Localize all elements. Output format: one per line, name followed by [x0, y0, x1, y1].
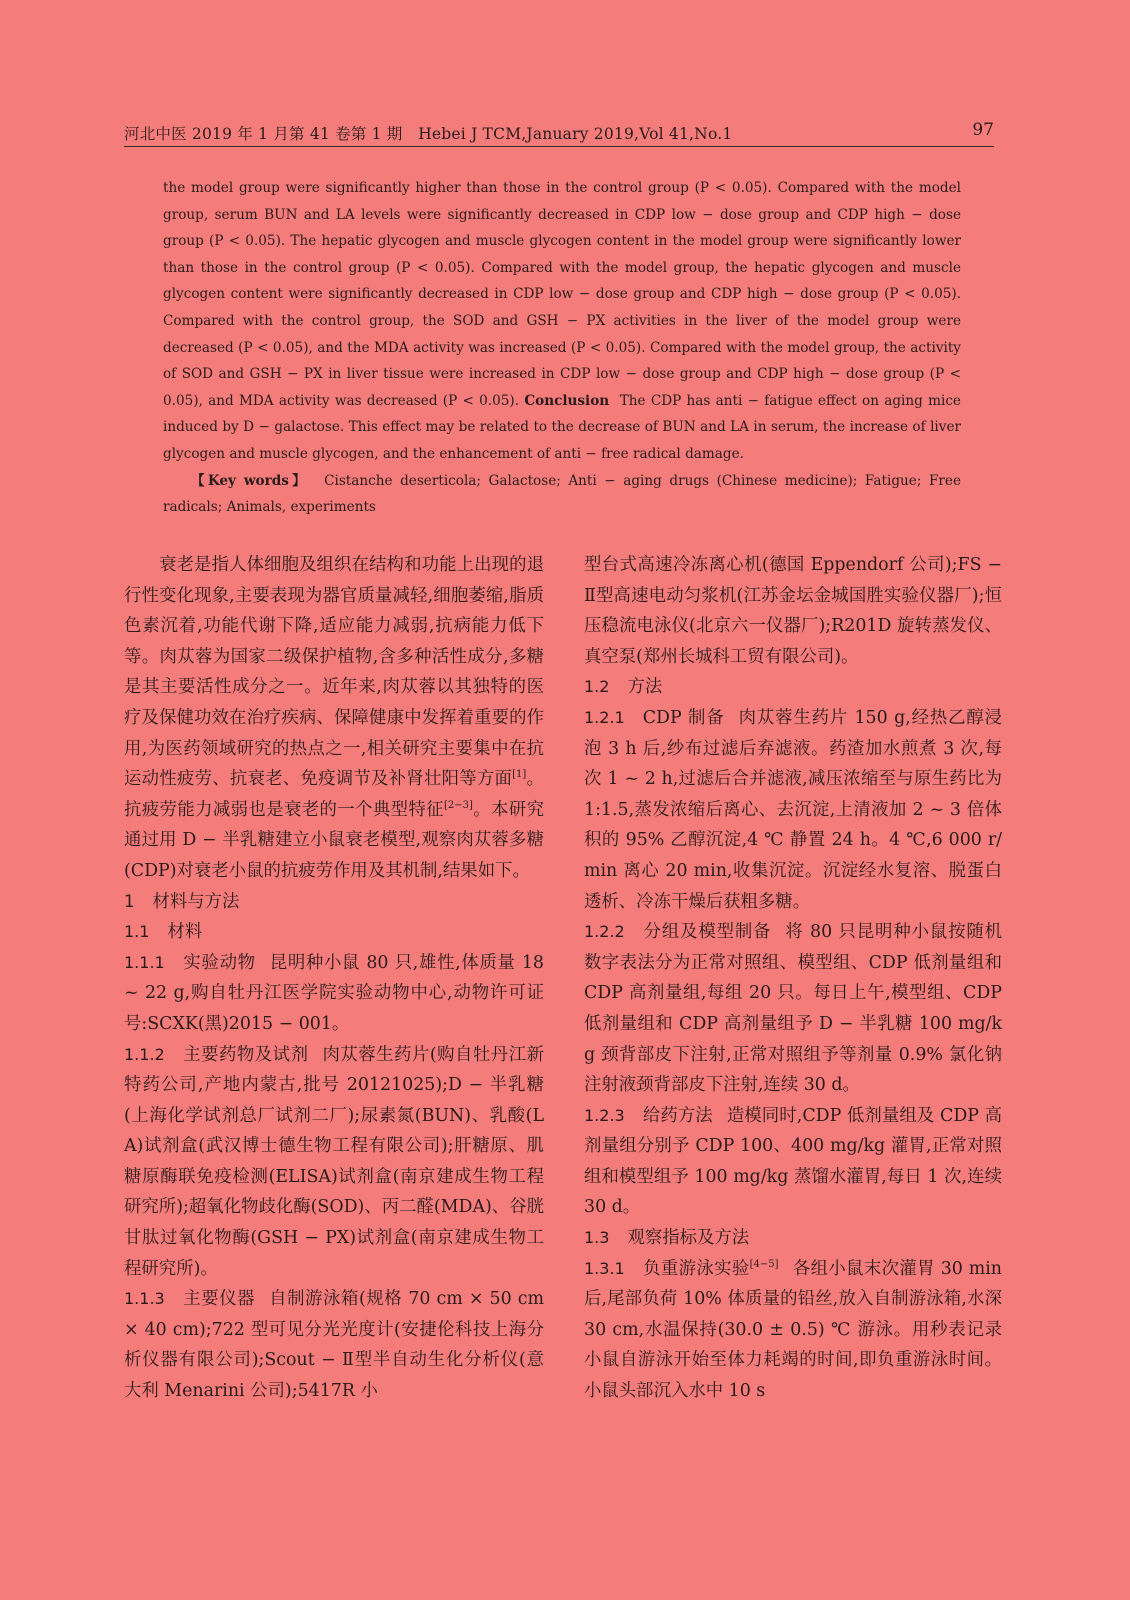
citation-ref: [4−5]: [749, 1258, 779, 1270]
section-number: 1.1.2: [124, 1044, 165, 1064]
keywords: [163, 468, 961, 521]
conclusion-text: The CDP has anti − fatigue effect on aging mice induced by D − galactose. This effect may be related to the decrease of BUN and LA in serum, the increase of liver glycogen and muscle glycogen, and the enhancement of anti − free radical damage.: [163, 392, 961, 462]
section-1-1-1: [124, 948, 544, 1040]
section-text: 昆明种小鼠 80 只,雄性,体质量 18 ~ 22 g,购自牡丹江医学院实验动物中心,动物许可证号:SCXK(黑)2015 − 001。: [124, 952, 544, 1034]
abstract-results: [163, 175, 961, 468]
running-header: [124, 122, 994, 147]
citation-ref: [2−3]: [443, 799, 473, 811]
section-title: 主要药物及试剂: [182, 1044, 309, 1065]
section-text: 肉苁蓉生药片 150 g,经热乙醇浸泡 3 h 后,纱布过滤后弃滤液。药渣加水煎煮 3 次,每次 1 ~ 2 h,过滤后合并滤液,减压浓缩至与原生药比为 1:1.5,蒸发浓缩后离心、去沉淀,上清液加 2 ~ 3 倍体积的 95% 乙醇沉淀,4 ℃ 静置 24 h。4 ℃,6 000 r/min 离心 20 min,收集沉淀。沉淀经水复溶、脱蛋白透析、冷冻干燥后获粗多糖。: [584, 707, 1002, 912]
citation-ref: [1]: [512, 769, 527, 781]
section-title-text: 负重游泳实验: [642, 1258, 750, 1279]
section-title: 分组及模型制备: [642, 922, 772, 943]
section-title: 实验动物: [182, 952, 256, 973]
section-number: 1.2: [584, 677, 610, 697]
intro-text-a: 衰老是指人体细胞及组织在结构和功能上出现的退行性变化现象,主要表现为器官质量减轻,细胞萎缩,脂质色素沉着,功能代谢下降,适应能力减弱,抗病能力低下等。肉苁蓉为国家二级保护植物,含多种活性成分,多糖是其主要活性成分之一。近年来,肉苁蓉以其独特的医疗及保健功效在治疗疾病、保障健康中发挥着重要的作用,为医药领域研究的热点之一,相关研究主要集中在抗运动性疲劳、抗衰老、免疫调节及补肾壮阳等方面: [124, 555, 544, 790]
right-column: [584, 550, 1002, 1407]
section-1-3-1: [584, 1254, 1002, 1407]
section-heading-1: [124, 887, 544, 918]
left-column: [124, 550, 544, 1407]
journal-citation: 河北中医 2019 年 1 月第 41 卷第 1 期 Hebei J TCM,January 2019,Vol 41,No.1: [124, 125, 733, 143]
intro-text-c: 。本研究通过用 D − 半乳糖建立小鼠衰老模型,观察肉苁蓉多糖(CDP)对衰老小鼠的抗疲劳作用及其机制,结果如下。: [124, 799, 544, 881]
section-text: 自制游泳箱(规格 70 cm × 50 cm × 40 cm);722 型可见分光光度计(安捷伦科技上海分析仪器有限公司);Scout − Ⅱ型半自动生化分析仪(意大利 Menarini 公司);5417R 小: [124, 1289, 544, 1402]
section-number: 1.3: [584, 1228, 610, 1248]
intro-paragraph: [124, 550, 544, 887]
section-title: CDP 制备: [642, 707, 725, 728]
intro-text-b: 。抗疲劳能力减弱也是衰老的一个典型特征: [124, 769, 544, 820]
section-number: 1.2.2: [584, 922, 625, 942]
section-number: 1.3.1: [584, 1258, 625, 1278]
keywords-text: Cistanche deserticola; Galactose; Anti − aging drugs (Chinese medicine); Fatigue; Free radicals; Animals, experiments: [163, 472, 961, 516]
section-text: 将 80 只昆明种小鼠按随机数字表法分为正常对照组、模型组、CDP 低剂量组和 CDP 高剂量组,每组 20 只。每日上午,模型组、CDP 低剂量组和 CDP 高剂量组予 D − 半乳糖 100 mg/kg 颈背部皮下注射,正常对照组予等剂量 0.9% 氯化钠注射液颈背部皮下注射,连续 30 d。: [584, 922, 1002, 1096]
section-1-2-1: [584, 703, 1002, 917]
section-number: 1.1.1: [124, 952, 165, 972]
section-text: 造模同时,CDP 低剂量组及 CDP 高剂量组分别予 CDP 100、400 mg/kg 灌胃,正常对照组和模型组予 100 mg/kg 蒸馏水灌胃,每日 1 次,连续 30 d。: [584, 1105, 1002, 1218]
section-1-1-2: [124, 1040, 544, 1285]
section-text: 肉苁蓉生药片(购自牡丹江新特药公司,产地内蒙古,批号 20121025);D − 半乳糖(上海化学试剂总厂试剂二厂);尿素氮(BUN)、乳酸(LA)试剂盒(武汉博士德生物工程有限公司);肝糖原、肌糖原酶联免疫检测(ELISA)试剂盒(南京建成生物工程研究所);超氧化物歧化酶(SOD)、丙二醛(MDA)、谷胱甘肽过氧化物酶(GSH − PX)试剂盒(南京建成生物工程研究所)。: [124, 1044, 544, 1279]
section-heading-1-3: [584, 1223, 1002, 1254]
section-heading-1-2: [584, 672, 1002, 703]
section-title: [643, 1259, 779, 1279]
section-text: 各组小鼠末次灌胃 30 min 后,尾部负荷 10% 体质量的铅丝,放入自制游泳箱,水深 30 cm,水温保持(30.0 ± 0.5) ℃ 游泳。用秒表记录小鼠自游泳开始至体力耗竭的时间,即负重游泳时间。小鼠头部沉入水中 10 s: [584, 1258, 1002, 1402]
section-1-2-3: [584, 1101, 1002, 1223]
section-number: 1.2.3: [584, 1105, 625, 1125]
keywords-label: 【Key words】: [191, 472, 309, 489]
section-number: 1: [124, 891, 135, 911]
instrument-continuation: 型台式高速冷冻离心机(德国 Eppendorf 公司);FS − Ⅱ型高速电动匀浆机(江苏金坛金城国胜实验仪器厂);恒压稳流电泳仪(北京六一仪器厂);R201D 旋转蒸发仪、真空泵(郑州长城科工贸有限公司)。: [584, 555, 1002, 667]
section-title: 给药方法: [642, 1105, 713, 1126]
section-title: 方法: [627, 677, 663, 698]
section-number: 1.1: [124, 922, 150, 942]
page-number: 97: [972, 120, 994, 140]
section-1-1-3: [124, 1284, 544, 1406]
english-abstract: [163, 175, 961, 521]
section-number: 1.2.1: [584, 707, 625, 727]
section-number: 1.1.3: [124, 1289, 165, 1309]
section-title: 观察指标及方法: [627, 1228, 750, 1249]
section-title: 材料与方法: [152, 891, 240, 912]
section-heading-1-1: [124, 917, 544, 948]
abstract-results-text: the model group were significantly higher than those in the control group (P < 0.05). Compared with the model group, serum BUN and LA levels were significantly decreased in CDP low − dose group and CDP high − dose group (P < 0.05). The hepatic glycogen and muscle glycogen content in the model group were significantly lower than those in the control group (P < 0.05). Compared with the model group, the hepatic glycogen and muscle glycogen content were significantly decreased in CDP low − dose group and CDP high − dose group (P < 0.05). Compared with the control group, the SOD and GSH − PX activities in the liver of the model group were decreased (P < 0.05), and the MDA activity was increased (P < 0.05). Compared with the model group, the activity of SOD and GSH − PX in liver tissue were increased in CDP low − dose group and CDP high − dose group (P < 0.05), and MDA activity was decreased (P < 0.05).: [163, 180, 961, 409]
section-1-2-2: [584, 917, 1002, 1101]
conclusion-label: Conclusion: [524, 392, 610, 409]
section-title: 材料: [167, 922, 203, 943]
section-title: 主要仪器: [182, 1289, 256, 1310]
